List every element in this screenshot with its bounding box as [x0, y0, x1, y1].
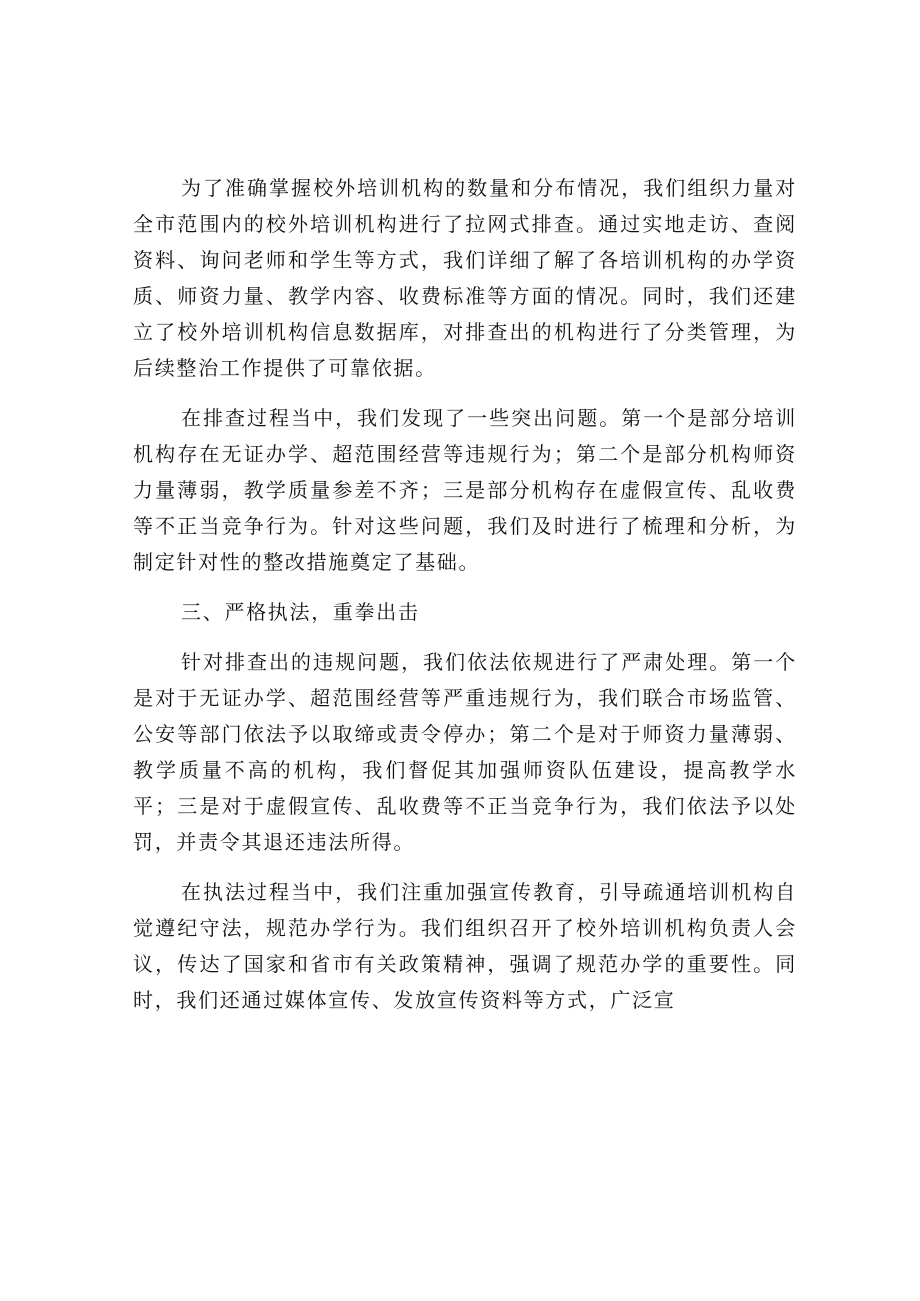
- paragraph-problems-found: 在排查过程当中，我们发现了一些突出问题。第一个是部分培训机构存在无证办学、超范围经营等违规行为；第二个是部分机构师资力量薄弱，教学质量参差不齐；三是部分机构存在虚假宣传、乱收费等不正当竞争行为。针对这些问题，我们及时进行了梳理和分析，为制定针对性的整改措施奠定了基础。: [133, 406, 797, 574]
- document-body: [133, 170, 797, 1032]
- paragraph-education-guidance: 在执法过程当中，我们注重加强宣传教育，引导疏通培训机构自觉遵纪守法，规范办学行为。我们组织召开了校外培训机构负责人会议，传达了国家和省市有关政策精神，强调了规范办学的重要性。同时，我们还通过媒体宣传、发放宣传资料等方式，广泛宣: [133, 880, 797, 1012]
- section-heading-enforcement: 三、严格执法，重拳出击: [181, 600, 420, 624]
- paragraph-investigation: 为了准确掌握校外培训机构的数量和分布情况，我们组织力量对全市范围内的校外培训机构进行了拉网式排查。通过实地走访、查阅资料、询问老师和学生等方式，我们详细了解了各培训机构的办学资质、师资力量、教学内容、收费标准等方面的情况。同时，我们还建立了校外培训机构信息数据库，对排查出的机构进行了分类管理，为后续整治工作提供了可靠依据。: [133, 176, 797, 380]
- paragraph-handling-violations: 针对排查出的违规问题，我们依法依规进行了严肃处理。第一个是对于无证办学、超范围经营等严重违规行为，我们联合市场监管、公安等部门依法予以取缔或责令停办；第二个是对于师资力量薄弱、教学质量不高的机构，我们督促其加强师资队伍建设，提高教学水平；三是对于虚假宣传、乱收费等不正当竞争行为，我们依法予以处罚，并责令其退还违法所得。: [133, 650, 797, 854]
